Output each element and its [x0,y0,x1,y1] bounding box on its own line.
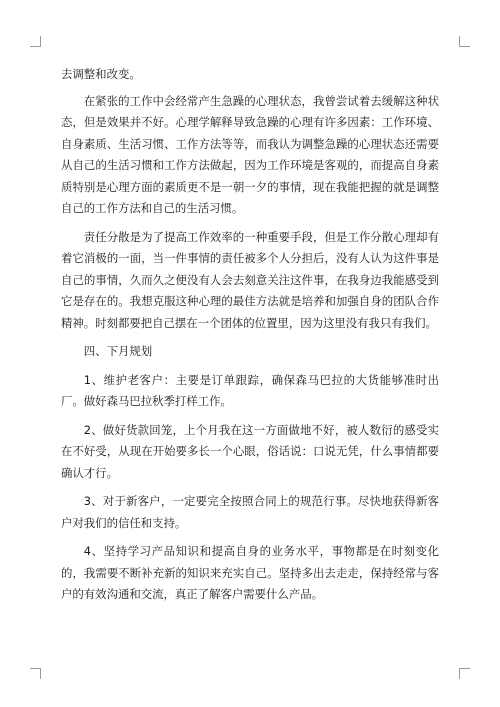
paragraph-continuation: 去调整和改变。 [61,67,141,81]
crop-mark-top-left [30,36,41,47]
crop-mark-bottom-right [459,668,470,679]
section-heading-next-month-plan: 四、下月规划 [83,344,153,358]
plan-item-1: 1、维护老客户：主要是订单跟踪，确保森马巴拉的大货能够准时出厂。做好森马巴拉秋季打样工作。 [61,372,439,408]
paragraph-anxiety: 在紧张的工作中会经常产生急躁的心理状态，我曾尝试着去缓解这种状态，但是效果并不好。心理学解释导致急躁的心理有许多因素：工作环境、自身素质、生活习惯、工作方法等等，而我认为调整急躁的心理状态还需要从自己的生活习惯和工作方法做起，因为工作环境是客观的，而提高自身素质特别是心理方面的素质更不是一朝一夕的事情，现在我能把握的就是调整自己的工作方法和自己的生活习惯。 [61,93,439,215]
plan-item-3: 3、对于新客户，一定要完全按照合同上的规范行事。尽快地获得新客户对我们的信任和支持。 [61,494,439,530]
document-body [61,64,439,606]
plan-item-2: 2、做好货款回笼，上个月我在这一方面做地不好，被人数衍的感受实在不好受，从现在开始要多长一个心眼，俗话说：口说无凭，什么事情都要确认才行。 [61,422,439,480]
crop-mark-bottom-left [30,668,41,679]
plan-item-4: 4、坚持学习产品知识和提高自身的业务水平，事物都是在时刻变化的，我需要不断补充新的知识来充实自己。坚持多出去走走，保持经常与客户的有效沟通和交流，真正了解客户需要什么产品。 [61,544,439,601]
paragraph-responsibility: 责任分散是为了提高工作效率的一种重要手段，但是工作分散心理却有着它消极的一面，当一件事情的责任被多个人分担后，没有人认为这件事是自己的事情，久而久之便没有人会去刻意关注这件事，在我身边我能感受到它是存在的。我想克服这种心理的最佳方法就是培养和加强自身的团队合作精神。时刻都要把自己摆在一个团体的位置里，因为这里没有我只有我们。 [61,229,439,330]
crop-mark-top-right [459,36,470,47]
